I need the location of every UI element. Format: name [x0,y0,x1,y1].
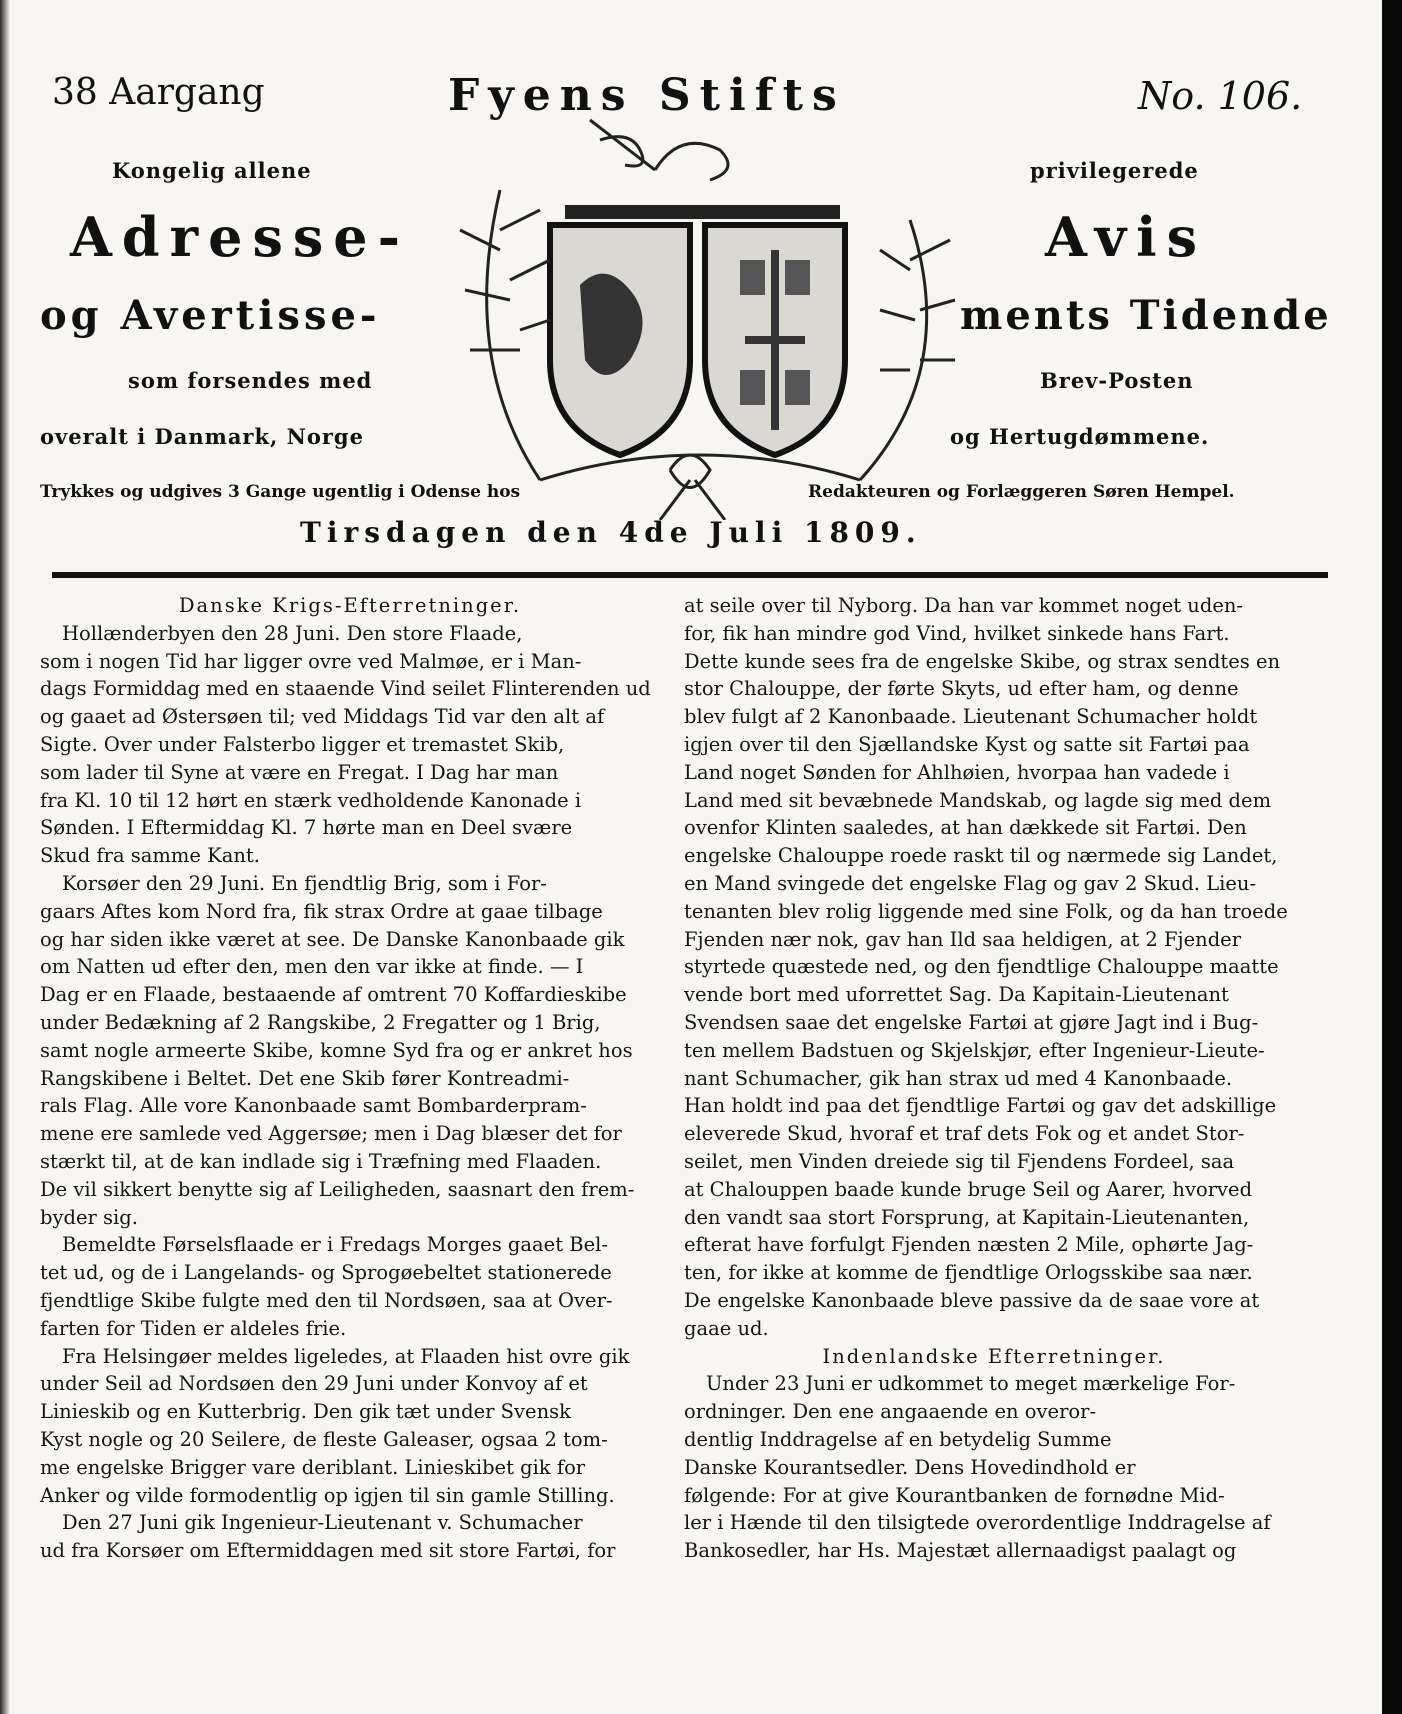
imprint-left: Trykkes og udgives 3 Gange ugentlig i Odense hos [40,482,521,502]
article-line: styrtede quæstede ned, og den fjendtlige Chalouppe maatte [684,955,1279,979]
article-line: Kyst nogle og 20 Seilere, de fleste Galeaser, ogsaa 2 tom- [40,1427,608,1451]
masthead-left-top: Kongelig allene [112,158,312,183]
coat-of-arms-emblem [440,110,960,520]
article-line: vende bort med uforrettet Sag. Da Kapitain-Lieutenant [684,983,1229,1007]
article-line: Land noget Sønden for Ahlhøien, hvorpaa han vadede i [684,760,1230,784]
article-line: følgende: For at give Kourantbanken de fornødne Mid- [684,1483,1225,1507]
article-line: ovenfor Klinten saaledes, at han dækkede sit Fartøi. Den [684,816,1247,840]
masthead-left-big: Adresse- [70,205,411,269]
article-line: Fra Helsingøer meldes ligeledes, at Flaaden hist ovre gik [62,1344,630,1368]
article-line: Fjenden nær nok, gav han Ild saa heldigen, at 2 Fjender [684,927,1242,951]
article-line: fra Kl. 10 til 12 hørt en stærk vedholdende Kanonade i [40,788,582,812]
article-line: gaae ud. [684,1316,769,1340]
section-heading-war-news: Danske Krigs-Efterretninger. [178,594,522,617]
article-line: den vandt saa stort Forsprung, at Kapitain-Lieutenanten, [684,1205,1250,1229]
masthead-right-small: Brev-Posten [1040,368,1194,393]
article-line: engelske Chalouppe roede raskt til og nærmede sig Landet, [684,844,1278,868]
article-line: Land med sit bevæbnede Mandskab, og lagde sig med dem [684,788,1272,812]
masthead-title: Fyens Stifts [448,70,846,121]
article-line: mene ere samlede ved Aggersøe; men i Dag blæser det for [40,1122,622,1146]
article-line: ler i Hænde til den tilsigtede overordentlige Inddragelse af [684,1511,1271,1535]
article-line: Svendsen saae det engelske Fartøi at gjøre Jagt ind i Bug- [684,1010,1259,1034]
imprint-right: Redakteuren og Forlæggeren Søren Hempel. [808,482,1235,502]
article-line: Sigte. Over under Falsterbo ligger et tremastet Skib, [40,732,565,756]
masthead-right-big2: ments Tidende [960,292,1332,339]
masthead-right-small2: og Hertugdømmene. [950,424,1210,449]
issue-date: Tirsdagen den 4de Juli 1809. [300,516,922,549]
article-line: og gaaet ad Østersøen til; ved Middags Tid var den alt af [40,705,605,729]
article-line: for, fik han mindre god Vind, hvilket sinkede hans Fart. [684,621,1230,645]
article-line: ordninger. Den ene angaaende en overor- [684,1400,1097,1424]
article-line: som i nogen Tid har ligger ovre ved Malmøe, er i Man- [40,649,582,673]
volume-label: 38 Aargang [52,72,265,113]
article-line: me engelske Brigger vare deriblant. Linieskibet gik for [40,1455,586,1479]
masthead-right-big: Avis [1045,205,1208,269]
article-line: under Bedækning af 2 Rangskibe, 2 Fregatter og 1 Brig, [40,1010,601,1034]
masthead-right-top: privilegerede [1030,158,1199,183]
article-line: nant Schumacher, gik han strax ud med 4 Kanonbaade. [684,1066,1233,1090]
article-line: tenanten blev rolig liggende med sine Folk, og da han troede [684,899,1288,923]
article-line: efterat have forfulgt Fjenden næsten 2 Mile, ophørte Jag- [684,1233,1254,1257]
scan-edge-shadow [0,0,10,1714]
article-line: De vil sikkert benytte sig af Leiligheden, saasnart den frem- [40,1177,635,1201]
article-line: rals Flag. Alle vore Kanonbaade samt Bombarderpram- [40,1094,587,1118]
article-line: dentlig Inddragelse af en betydelig Summe [684,1427,1112,1451]
article-line: tet ud, og de i Langelands- og Sprogøebeltet stationerede [40,1261,612,1285]
article-line: som lader til Syne at være en Fregat. I Dag har man [40,760,559,784]
masthead-rule [52,572,1328,578]
article-line: Danske Kourantsedler. Dens Hovedindhold er [684,1455,1136,1479]
article-line: fjendtlige Skibe fulgte med den til Nordsøen, saa at Over- [40,1288,613,1312]
article-line: ten, for ikke at komme de fjendtlige Orlogsskibe saa nær. [684,1261,1253,1285]
article-line: ten mellem Badstuen og Skjelskjør, efter Ingenieur-Lieute- [684,1038,1265,1062]
article-line: samt nogle armeerte Skibe, komne Syd fra og er ankret hos [40,1038,633,1062]
article-line: Han holdt ind paa det fjendtlige Fartøi og gav det adskillige [684,1094,1277,1118]
article-line: Skud fra samme Kant. [40,844,260,868]
article-line: under Seil ad Nordsøen den 29 Juni under Konvoy af et [40,1372,588,1396]
article-line: eleverede Skud, hvoraf et traf dets Fok og et andet Stor- [684,1122,1245,1146]
article-line: dags Formiddag med en staaende Vind seilet Flinterenden ud [40,677,651,701]
article-line: blev fulgt af 2 Kanonbaade. Lieutenant Schumacher holdt [684,705,1258,729]
article-line: stor Chalouppe, der førte Skyts, ud efter ham, og denne [684,677,1239,701]
article-line: at Chalouppen baade kunde bruge Seil og Aarer, hvorved [684,1177,1253,1201]
article-line: Bemeldte Førselsflaade er i Fredags Morges gaaet Bel- [62,1233,608,1257]
article-line: og har siden ikke været at see. De Danske Kanonbaade gik [40,927,625,951]
masthead-left-big2: og Avertisse- [40,292,381,339]
article-line: Rangskibene i Beltet. Det ene Skib fører Kontreadmi- [40,1066,570,1090]
article-line: Anker og vilde formodentlig op igjen til sin gamle Stilling. [40,1483,615,1507]
section-heading-domestic-news: Indenlandske Efterretninger. [822,1344,1166,1368]
article-line: om Natten ud efter den, men den var ikke at finde. — I [40,955,584,979]
article-line: Dag er en Flaade, bestaaende af omtrent 70 Koffardieskibe [40,983,627,1007]
article-line: igjen over til den Sjællandske Kyst og satte sit Fartøi paa [684,732,1250,756]
article-line: De engelske Kanonbaade bleve passive da de saae vore at [684,1288,1260,1312]
article-line: stærkt til, at de kan indlade sig i Træfning med Flaaden. [40,1149,602,1173]
article-line: Korsøer den 29 Juni. En fjendtlig Brig, som i For- [62,871,547,895]
article-line: byder sig. [40,1205,138,1229]
article-line: Sønden. I Eftermiddag Kl. 7 hørte man en Deel svære [40,816,573,840]
left-column [40,592,660,1565]
article-line: Under 23 Juni er udkommet to meget mærkelige For- [706,1372,1236,1396]
scan-right-edge [1382,0,1402,1714]
article-line: Bankosedler, har Hs. Majestæt allernaadigst paalagt og [684,1539,1237,1563]
article-line: Den 27 Juni gik Ingenieur-Lieutenant v. Schumacher [62,1511,583,1535]
right-column [684,592,1304,1565]
article-line: Dette kunde sees fra de engelske Skibe, og strax sendtes en [684,649,1281,673]
article-line: Hollænderbyen den 28 Juni. Den store Flaade, [62,621,523,645]
masthead-left-small2: overalt i Danmark, Norge [40,424,364,449]
article-line: ud fra Korsøer om Eftermiddagen med sit store Fartøi, for [40,1539,616,1563]
article-line: Linieskib og en Kutterbrig. Den gik tæt under Svensk [40,1400,571,1424]
article-line: farten for Tiden er aldeles frie. [40,1316,347,1340]
article-line: gaars Aftes kom Nord fra, fik strax Ordre at gaae tilbage [40,899,603,923]
article-line: at seile over til Nyborg. Da han var kommet noget uden- [684,594,1244,617]
article-line: en Mand svingede det engelske Flag og gav 2 Skud. Lieu- [684,871,1257,895]
issue-number: No. 106. [1138,74,1303,118]
masthead-left-small: som forsendes med [128,368,373,393]
article-line: seilet, men Vinden dreiede sig til Fjendens Fordeel, saa [684,1149,1235,1173]
